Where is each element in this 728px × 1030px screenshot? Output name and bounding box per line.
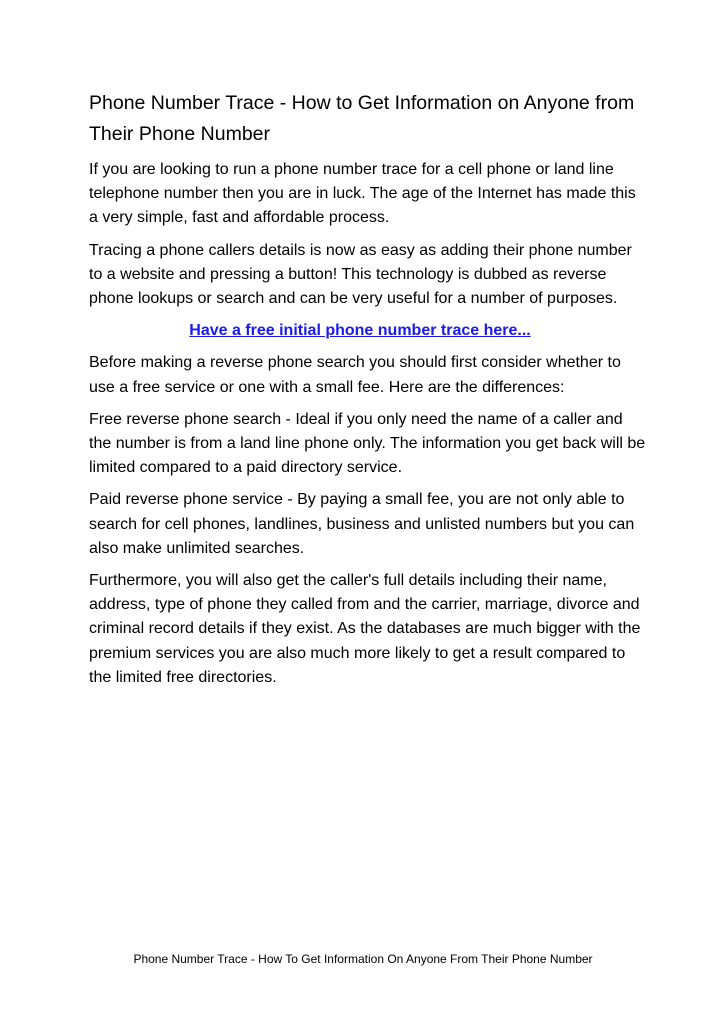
paragraph-intro: If you are looking to run a phone number trace for a cell phone or land line telephone number then you are in luck. The age of the Internet has made this a very simple, fast and affordable process.: [89, 161, 636, 227]
page-footer: [0, 951, 728, 967]
footer-text: Phone Number Trace - How To Get Information On Anyone From Their Phone Number: [133, 952, 593, 966]
document-body: [89, 88, 649, 698]
paragraph-paid-service: Paid reverse phone service - By paying a small fee, you are not only able to search for cell phones, landlines, business and unlisted numbers but you can also make unlimited searches.: [89, 491, 635, 557]
free-trace-link[interactable]: Have a free initial phone number trace here...: [189, 322, 531, 340]
document-title: Phone Number Trace - How to Get Information on Anyone from Their Phone Number: [89, 92, 635, 145]
paragraph-before-search: Before making a reverse phone search you should first consider whether to use a free service or one with a small fee. Here are the differences:: [89, 354, 621, 396]
paragraph-free-search: Free reverse phone search - Ideal if you only need the name of a caller and the number is from a land line phone only. The information you get back will be limited compared to a paid directory service.: [89, 410, 646, 477]
paragraph-tracing: Tracing a phone callers details is now as easy as adding their phone number to a website and pressing a button! This technology is dubbed as reverse phone lookups or search and can be very useful for a number of purposes.: [89, 241, 632, 308]
free-trace-link-line: [89, 319, 649, 343]
paragraph-furthermore: Furthermore, you will also get the caller's full details including their name, address, type of phone they called from and the carrier, marriage, divorce and criminal record details if they exist. As the databases are much bigger with the premium services you are also much more likely to get a result compared to the limited free directories.: [89, 572, 641, 686]
